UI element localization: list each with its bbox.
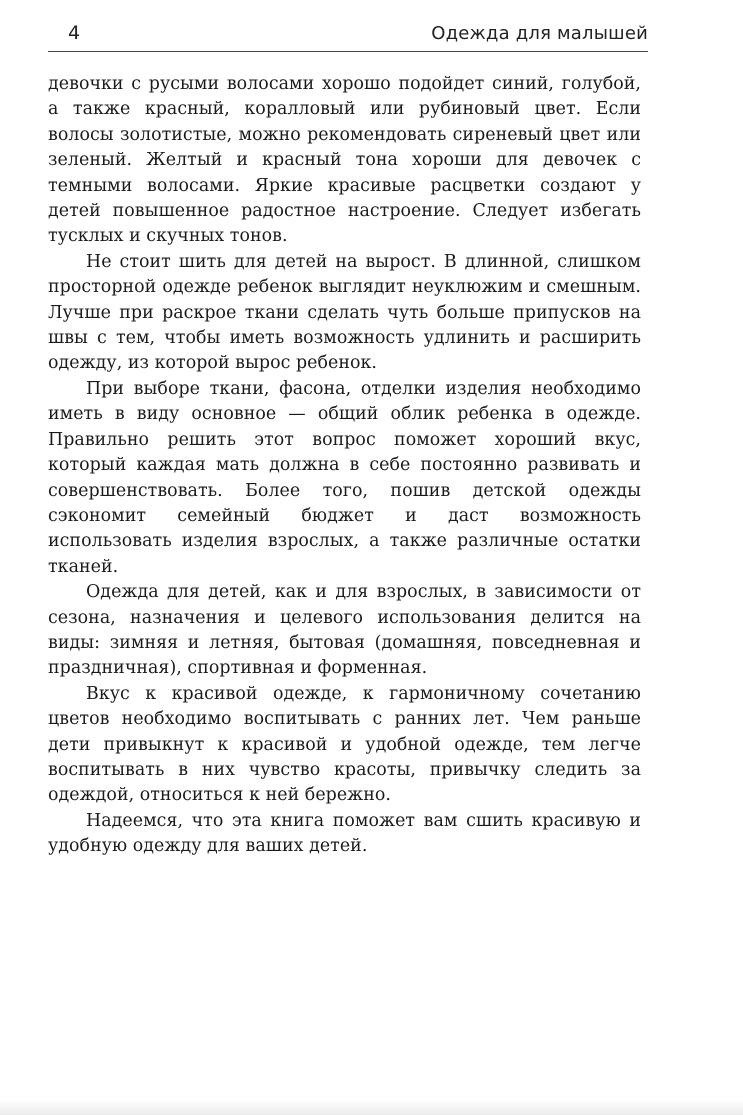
paragraph: Одежда для детей, как и для взрослых, в зависимости от сезона, назначения и целевого использования делится на виды: зимняя и летняя, бытовая (домашняя, повседневная и праздничная), спортивная и форменная.	[48, 582, 641, 679]
body-text	[48, 72, 641, 860]
page-edge-shadow	[0, 1099, 743, 1115]
paragraph: Вкус к красивой одежде, к гармоничному сочетанию цветов необходимо воспитывать с ранних лет. Чем раньше дети привыкнут к красивой и удобной одежде, тем легче воспитывать в них чувство красоты, привычку следить за одеждой, относиться к ней бережно.	[48, 683, 641, 806]
running-title: Одежда для малышей	[431, 23, 648, 44]
paragraph: Не стоит шить для детей на вырост. В длинной, слишком просторной одежде ребенок выглядит неуклюжим и смешным. Лучше при раскрое ткани сделать чуть больше припусков на швы с тем, чтобы иметь возможность удлинить и расширить одежду, из которой вырос ребенок.	[48, 251, 641, 374]
paragraph: Надеемся, что эта книга поможет вам сшить красивую и удобную одежду для ваших детей.	[48, 810, 641, 857]
running-head	[48, 20, 648, 50]
paragraph: При выборе ткани, фасона, отделки изделия необходимо иметь в виду основное — общий облик ребенка в одежде. Правильно решить этот вопрос поможет хороший вкус, который каждая мать должна в себе постоянно развивать и совершенствовать. Более того, пошив детской одежды сэкономит семейный бюджет и даст возможность использовать изделия взрослых, а также различные остатки тканей.	[48, 378, 641, 577]
paragraph-continuation: девочки с русыми волосами хорошо подойдет синий, голубой, а также красный, коралловый или рубиновый цвет. Если волосы золотистые, можно рекомендовать сиреневый цвет или зеленый. Желтый и красный тона хороши для девочек с темными волосами. Яркие красивые расцветки создают у детей повышенное радостное настроение. Следует избегать тусклых и скучных тонов.	[48, 74, 641, 247]
header-rule	[48, 51, 648, 52]
page-number: 4	[68, 22, 81, 44]
